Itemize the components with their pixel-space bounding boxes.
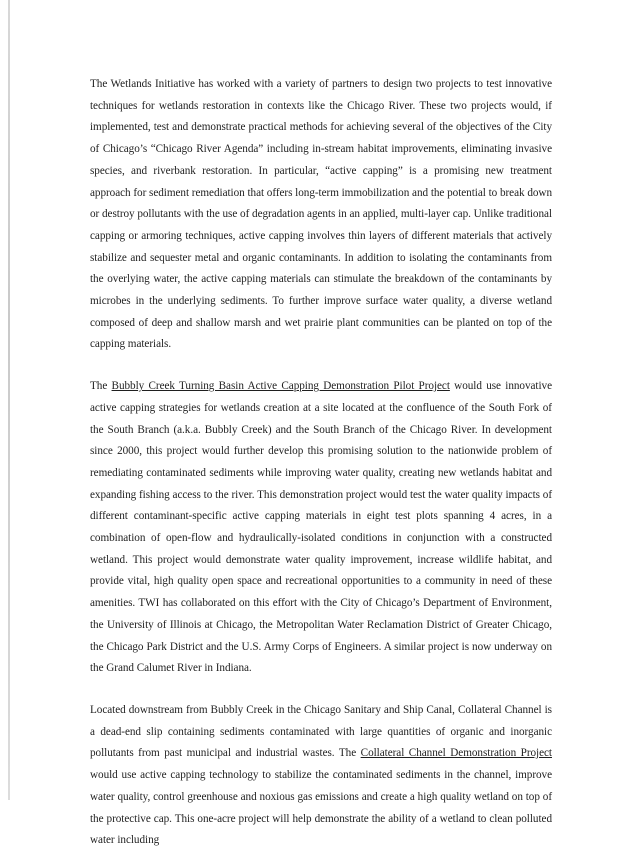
intro-text: The Wetlands Initiative has worked with a variety of partners to design two projects to test innovative techniques for wetlands restoration in contexts like the Chicago River. These two projects would, if implemented, test and demonstrate practical methods for achieving several of the objectives of the City of Chicago’s “Chicago River Agenda” including in-stream habitat improvements, eliminating invasive species, and riverbank restoration. In particular, “active capping” is a promising new treatment approach for sediment remediation that offers long-term immobilization and the potential to break down or destroy pollutants with the use of degradation agents in an applied, multi-layer cap. Unlike traditional capping or armoring techniques, active capping involves thin layers of different materials that actively stabilize and sequester metal and organic contaminants. In addition to isolating the contaminants from the overlying water, the active capping materials can stimulate the breakdown of the contaminants by microbes in the underlying sediments. To further improve surface water quality, a diverse wetland composed of deep and shallow marsh and wet prairie plant communities can be planted on top of the capping materials. [90,78,552,351]
paragraph-bubbly-creek-project [90,376,552,680]
document-page [90,74,552,852]
collateral-channel-text-body: would use active capping technology to stabilize the contaminated sediments in the channel, improve water quality, control greenhouse and noxious gas emissions and create a high quality wetland on top of the protective cap. This one-acre project will help demonstrate the ability of a wetland to clean polluted water including [90,769,552,847]
paragraph-collateral-channel-project [90,700,552,852]
paragraph-wetlands-initiative-intro [90,74,552,356]
bubbly-creek-text-body: would use innovative active capping strategies for wetlands creation at a site located at the confluence of the South Fork of the South Branch (a.k.a. Bubbly Creek) and the South Branch of the Chicago River. In development since 2000, this project would further develop this promising solution to the nationwide problem of remediating contaminated sediments while improving water quality, creating new wetlands habitat and expanding fishing access to the river. This demonstration project would test the water quality impacts of different contaminant-specific active capping materials in eight test plots spanning 4 acres, in a combination of open-flow and hydraulically-isolated conditions in conjunction with a constructed wetland. This project would demonstrate water quality improvement, increase wildlife habitat, and provide vital, high quality open space and recreational opportunities to a community in need of these amenities. TWI has collaborated on this effort with the City of Chicago’s Department of Environment, the University of Illinois at Chicago, the Metropolitan Water Reclamation District of Greater Chicago, the Chicago Park District and the U.S. Army Corps of Engineers. A similar project is now underway on the Grand Calumet River in Indiana. [90,380,552,675]
collateral-channel-text-lead: Located downstream from Bubbly Creek in the Chicago Sanitary and Ship Canal, Collateral Channel is a dead-end slip containing sediments contaminated with large quantities of organic and inorganic pollutants from past municipal and industrial wastes. The [90,703,552,760]
bubbly-creek-text-lead: The [90,380,112,393]
collateral-channel-project-title: Collateral Channel Demonstration Project [360,747,552,760]
bubbly-creek-project-title: Bubbly Creek Turning Basin Active Capping Demonstration Pilot Project [111,380,450,393]
scan-left-edge [8,0,10,800]
